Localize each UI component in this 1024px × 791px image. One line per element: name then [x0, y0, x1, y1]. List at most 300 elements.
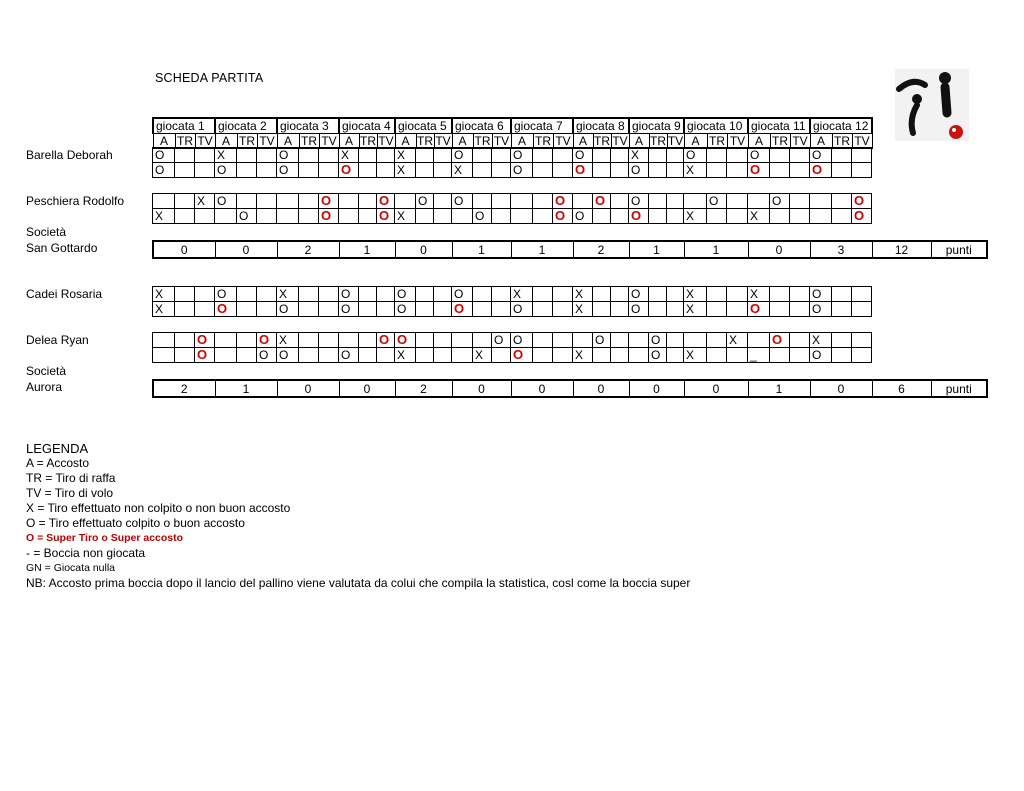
shot-cell	[377, 194, 395, 209]
shot-cell	[237, 302, 257, 317]
shot-cell: O	[593, 333, 611, 348]
shot-cell	[790, 163, 810, 178]
shot-cell	[852, 209, 872, 224]
shot-cell	[727, 163, 748, 178]
shot-cell	[533, 302, 553, 317]
shot-cell: O	[215, 163, 237, 178]
super-shot-mark: O	[321, 193, 332, 208]
shot-cell	[416, 287, 434, 302]
shot-cell	[593, 209, 611, 224]
super-shot-mark: O	[854, 193, 865, 208]
legend-title: LEGENDA	[26, 441, 89, 456]
subcol-header: TR	[301, 133, 317, 148]
shot-cell	[359, 333, 377, 348]
shot-cell	[667, 287, 684, 302]
shot-cell	[339, 333, 359, 348]
shot-cell	[852, 348, 872, 363]
play-score: 1	[339, 241, 395, 258]
shot-cell: X	[684, 163, 707, 178]
shot-cell	[593, 348, 611, 363]
shot-cell	[707, 333, 727, 348]
play-score: 2	[153, 380, 215, 397]
shot-cell	[377, 287, 395, 302]
super-shot-mark: O	[197, 332, 208, 347]
shot-cell: O	[511, 163, 533, 178]
shot-cell	[257, 163, 277, 178]
play-header: giocata 10	[684, 118, 748, 134]
shot-cell	[832, 148, 852, 163]
shot-cell: O	[237, 209, 257, 224]
legend	[26, 441, 690, 591]
player-shots-grid	[152, 193, 872, 224]
subcol-header: TR	[834, 133, 850, 148]
shot-cell: O	[511, 333, 533, 348]
shot-cell: O	[511, 302, 533, 317]
legend-x: X = Tiro effettuato non colpito o non buon accosto	[26, 501, 291, 515]
shot-cell	[727, 348, 748, 363]
shot-row	[153, 348, 872, 363]
shot-cell	[611, 348, 629, 363]
subcol-header: A	[277, 134, 299, 149]
points-unit: punti	[931, 241, 987, 258]
subcol-header: TR	[650, 133, 666, 148]
shot-cell	[175, 148, 195, 163]
shot-cell	[832, 287, 852, 302]
shot-cell: X	[277, 287, 299, 302]
shot-cell	[770, 348, 790, 363]
shot-cell	[319, 348, 339, 363]
shot-cell: X	[473, 348, 492, 363]
shot-cell: O	[492, 333, 511, 348]
super-shot-mark: O	[555, 193, 566, 208]
super-shot-mark: O	[379, 208, 390, 223]
shot-cell	[339, 163, 359, 178]
total-score: 6	[872, 380, 931, 397]
shot-cell	[790, 148, 810, 163]
shot-cell	[473, 194, 492, 209]
play-score: 0	[573, 380, 629, 397]
play-header: giocata 1	[153, 118, 215, 134]
shot-cell	[257, 194, 277, 209]
shot-cell	[473, 148, 492, 163]
subcol-header: A	[810, 134, 832, 149]
team-name: Aurora	[26, 380, 63, 394]
shot-cell	[748, 194, 770, 209]
super-shot-mark: O	[259, 332, 270, 347]
shot-cell	[770, 302, 790, 317]
shot-cell: X	[153, 287, 175, 302]
shot-cell	[727, 148, 748, 163]
shot-cell	[492, 163, 511, 178]
legend-nb: NB: Accosto prima boccia dopo il lancio del pallino viene valutata da colui che compila la statistica, cosl come la boccia super	[26, 576, 691, 590]
shot-cell: X	[511, 287, 533, 302]
shot-cell	[195, 302, 215, 317]
shot-cell	[195, 209, 215, 224]
play-header: giocata 2	[215, 118, 277, 134]
shot-cell	[257, 148, 277, 163]
shot-cell	[195, 348, 215, 363]
play-score: 0	[277, 380, 339, 397]
shot-cell: O	[810, 302, 832, 317]
shot-cell	[237, 148, 257, 163]
shot-cell	[175, 302, 195, 317]
shot-cell: O	[629, 194, 649, 209]
shot-cell	[175, 333, 195, 348]
shot-cell	[770, 148, 790, 163]
super-shot-mark: O	[772, 332, 783, 347]
shot-cell	[319, 194, 339, 209]
shot-cell	[237, 194, 257, 209]
points-unit: punti	[931, 380, 987, 397]
shot-cell	[277, 209, 299, 224]
shot-cell	[339, 209, 359, 224]
shot-cell: X	[629, 148, 649, 163]
shot-cell	[748, 163, 770, 178]
super-shot-mark: O	[379, 193, 390, 208]
shot-cell: X	[748, 287, 770, 302]
shot-row	[153, 333, 872, 348]
subcol-header: TR	[360, 133, 376, 148]
shot-cell	[832, 194, 852, 209]
shot-cell: X	[684, 209, 707, 224]
super-shot-mark: O	[217, 301, 228, 316]
shot-cell	[359, 148, 377, 163]
shot-cell	[277, 194, 299, 209]
shot-cell: O	[153, 148, 175, 163]
shot-cell	[377, 333, 395, 348]
shot-cell	[195, 333, 215, 348]
shot-cell: X	[195, 194, 215, 209]
shot-cell: O	[452, 194, 473, 209]
shot-cell	[473, 163, 492, 178]
shot-cell: X	[684, 287, 707, 302]
subcol-header: TR	[535, 133, 551, 148]
shot-cell	[299, 209, 319, 224]
shot-cell	[667, 302, 684, 317]
shot-cell	[727, 302, 748, 317]
play-score: 1	[684, 241, 748, 258]
shot-cell: O	[395, 302, 416, 317]
super-shot-mark: O	[321, 208, 332, 223]
shot-cell: O	[810, 148, 832, 163]
shot-cell	[649, 194, 667, 209]
shot-cell	[359, 302, 377, 317]
subcol-header: A	[684, 134, 707, 149]
play-score: 0	[810, 380, 872, 397]
shot-cell	[533, 287, 553, 302]
shot-cell	[195, 163, 215, 178]
shot-cell	[611, 194, 629, 209]
shot-cell	[790, 209, 810, 224]
shot-cell: O	[339, 348, 359, 363]
super-shot-mark: O	[555, 208, 566, 223]
shot-cell: X	[395, 148, 416, 163]
super-shot-mark: O	[750, 301, 761, 316]
super-shot-mark: O	[595, 193, 606, 208]
shot-cell	[852, 194, 872, 209]
shot-cell	[684, 333, 707, 348]
shot-cell	[416, 148, 434, 163]
shot-cell: O	[810, 348, 832, 363]
shot-cell	[299, 348, 319, 363]
shot-cell	[195, 148, 215, 163]
shot-cell	[611, 333, 629, 348]
shot-cell	[707, 287, 727, 302]
shot-cell	[319, 287, 339, 302]
shot-cell: O	[339, 302, 359, 317]
super-shot-mark: O	[812, 162, 823, 177]
shot-cell	[707, 148, 727, 163]
subcol-header: A	[511, 134, 533, 149]
shot-cell	[175, 163, 195, 178]
shot-cell: O	[629, 163, 649, 178]
shot-cell: O	[707, 194, 727, 209]
shot-cell	[473, 302, 492, 317]
shot-cell	[611, 163, 629, 178]
shot-row	[153, 209, 872, 224]
legend-raffa: TR = Tiro di raffa	[26, 471, 116, 485]
super-shot-mark: O	[750, 162, 761, 177]
shot-cell	[395, 333, 416, 348]
shot-cell	[667, 194, 684, 209]
shot-cell	[452, 348, 473, 363]
shot-cell	[257, 302, 277, 317]
shot-cell: O	[770, 194, 790, 209]
shot-cell	[257, 209, 277, 224]
subcol-header: TV	[612, 133, 628, 148]
shot-cell	[611, 302, 629, 317]
shot-cell	[832, 302, 852, 317]
shot-cell	[215, 302, 237, 317]
shot-cell: X	[573, 302, 593, 317]
shot-cell: O	[748, 148, 770, 163]
shot-cell	[434, 302, 452, 317]
shot-cell	[416, 209, 434, 224]
super-shot-mark: O	[379, 332, 390, 347]
shot-cell	[492, 287, 511, 302]
shot-cell	[175, 287, 195, 302]
shot-cell	[533, 163, 553, 178]
play-header: giocata 6	[452, 118, 511, 134]
super-shot-mark: O	[197, 347, 208, 362]
shot-cell	[832, 333, 852, 348]
shot-cell	[593, 163, 611, 178]
subcol-header: TR	[417, 133, 433, 148]
shot-cell	[810, 209, 832, 224]
shot-row	[153, 163, 872, 178]
shot-cell	[727, 287, 748, 302]
play-score: 0	[748, 241, 810, 258]
shot-cell	[416, 302, 434, 317]
team-score-row	[152, 379, 988, 398]
subcol-header: TR	[177, 133, 193, 148]
shot-cell	[237, 333, 257, 348]
shot-cell	[377, 163, 395, 178]
shot-cell: O	[215, 194, 237, 209]
subcol-header: TR	[594, 133, 610, 148]
team-score-row	[152, 240, 988, 259]
shot-cell	[667, 209, 684, 224]
shot-cell	[359, 163, 377, 178]
shot-cell: O	[277, 348, 299, 363]
shot-cell	[667, 333, 684, 348]
shot-cell	[492, 348, 511, 363]
shot-cell	[684, 194, 707, 209]
shot-cell: O	[452, 148, 473, 163]
shot-cell	[153, 333, 175, 348]
shot-cell	[553, 333, 573, 348]
shot-cell	[492, 302, 511, 317]
legend-gn: GN = Giocata nulla	[26, 562, 116, 574]
shot-cell	[319, 302, 339, 317]
play-score: 0	[511, 380, 573, 397]
subcol-header: TV	[727, 134, 748, 149]
shot-cell: X	[573, 287, 593, 302]
subcol-header: TV	[667, 133, 684, 148]
legend-dash: - = Boccia non giocata	[26, 546, 146, 560]
play-score: 2	[277, 241, 339, 258]
subcol-header: TV	[195, 134, 215, 149]
subcol-header: A	[748, 134, 770, 149]
shot-cell	[175, 194, 195, 209]
shot-cell: O	[473, 209, 492, 224]
shot-cell: O	[511, 148, 533, 163]
shot-cell	[377, 348, 395, 363]
shot-cell	[533, 333, 553, 348]
play-header: giocata 9	[629, 118, 684, 134]
player-shots-grid	[152, 147, 872, 178]
shot-cell	[237, 287, 257, 302]
shot-cell	[511, 209, 533, 224]
play-score: 2	[395, 380, 452, 397]
legend-accosto: A = Accosto	[26, 456, 90, 470]
shot-cell	[237, 348, 257, 363]
shot-cell	[473, 333, 492, 348]
super-shot-mark: O	[341, 162, 352, 177]
shot-cell	[593, 287, 611, 302]
play-score: 1	[215, 380, 277, 397]
super-shot-mark: O	[575, 162, 586, 177]
shot-cell	[434, 209, 452, 224]
shot-cell	[810, 163, 832, 178]
shot-cell: O	[416, 194, 434, 209]
shot-cell	[215, 348, 237, 363]
shot-cell: O	[153, 163, 175, 178]
shot-cell	[473, 287, 492, 302]
shot-cell: X	[339, 148, 359, 163]
shot-cell: O	[573, 148, 593, 163]
shot-cell	[452, 302, 473, 317]
play-score: 0	[395, 241, 452, 258]
shot-cell	[153, 348, 175, 363]
team-label: Società	[26, 225, 67, 239]
super-shot-mark: O	[631, 208, 642, 223]
shot-cell	[790, 287, 810, 302]
shot-cell: X	[153, 209, 175, 224]
shot-cell	[511, 348, 533, 363]
shot-cell	[339, 194, 359, 209]
shot-cell	[533, 209, 553, 224]
play-score: 0	[629, 380, 684, 397]
shot-cell: O	[215, 287, 237, 302]
shot-cell	[416, 348, 434, 363]
shot-cell	[359, 194, 377, 209]
legend-volo: TV = Tiro di volo	[26, 486, 114, 500]
shot-cell	[553, 148, 573, 163]
shot-cell	[667, 148, 684, 163]
shot-cell	[533, 148, 553, 163]
shot-cell	[629, 348, 649, 363]
shot-cell: O	[339, 287, 359, 302]
shot-cell	[593, 194, 611, 209]
play-score: 0	[452, 380, 511, 397]
play-score: 0	[339, 380, 395, 397]
subcol-header: TV	[852, 134, 872, 149]
bocce-player-logo	[895, 69, 969, 141]
subcol-header: TV	[553, 134, 573, 149]
play-header: giocata 5	[395, 118, 452, 134]
player-name: Barella Deborah	[26, 148, 113, 162]
shot-cell	[852, 287, 872, 302]
shot-cell	[832, 163, 852, 178]
play-score: 0	[215, 241, 277, 258]
shot-cell	[257, 333, 277, 348]
subcol-header: TV	[435, 133, 451, 148]
shot-cell	[359, 287, 377, 302]
shot-cell	[553, 209, 573, 224]
shot-cell: X	[727, 333, 748, 348]
shot-cell	[852, 333, 872, 348]
shot-cell	[299, 163, 319, 178]
shot-cell: O	[684, 148, 707, 163]
shot-cell	[434, 163, 452, 178]
shot-cell	[611, 148, 629, 163]
shot-cell: X	[153, 302, 175, 317]
play-score: 1	[629, 241, 684, 258]
shot-cell	[707, 302, 727, 317]
team-label: Società	[26, 364, 67, 378]
play-score: 1	[748, 380, 810, 397]
shot-cell	[611, 209, 629, 224]
shot-cell	[452, 209, 473, 224]
shot-cell: X	[277, 333, 299, 348]
subcol-header: TR	[239, 133, 255, 148]
play-header: giocata 12	[810, 118, 872, 134]
shot-cell	[434, 287, 452, 302]
shot-cell	[790, 194, 810, 209]
shot-cell: X	[452, 163, 473, 178]
page-title: SCHEDA PARTITA	[155, 71, 264, 85]
play-header: giocata 4	[339, 118, 395, 134]
shot-cell	[377, 148, 395, 163]
shot-cell	[593, 148, 611, 163]
super-shot-mark: O	[854, 208, 865, 223]
shot-cell: O	[257, 348, 277, 363]
shot-cell: O	[573, 209, 593, 224]
shot-cell: O	[810, 287, 832, 302]
shot-cell: O	[452, 287, 473, 302]
subcol-header: TR	[474, 133, 491, 148]
super-shot-mark: O	[513, 347, 524, 362]
shot-cell	[629, 209, 649, 224]
shot-cell	[492, 148, 511, 163]
shot-cell	[852, 163, 872, 178]
subcol-header: TR	[709, 133, 725, 148]
shot-cell	[770, 209, 790, 224]
shot-cell	[553, 194, 573, 209]
shot-row	[153, 287, 872, 302]
shot-cell	[299, 148, 319, 163]
